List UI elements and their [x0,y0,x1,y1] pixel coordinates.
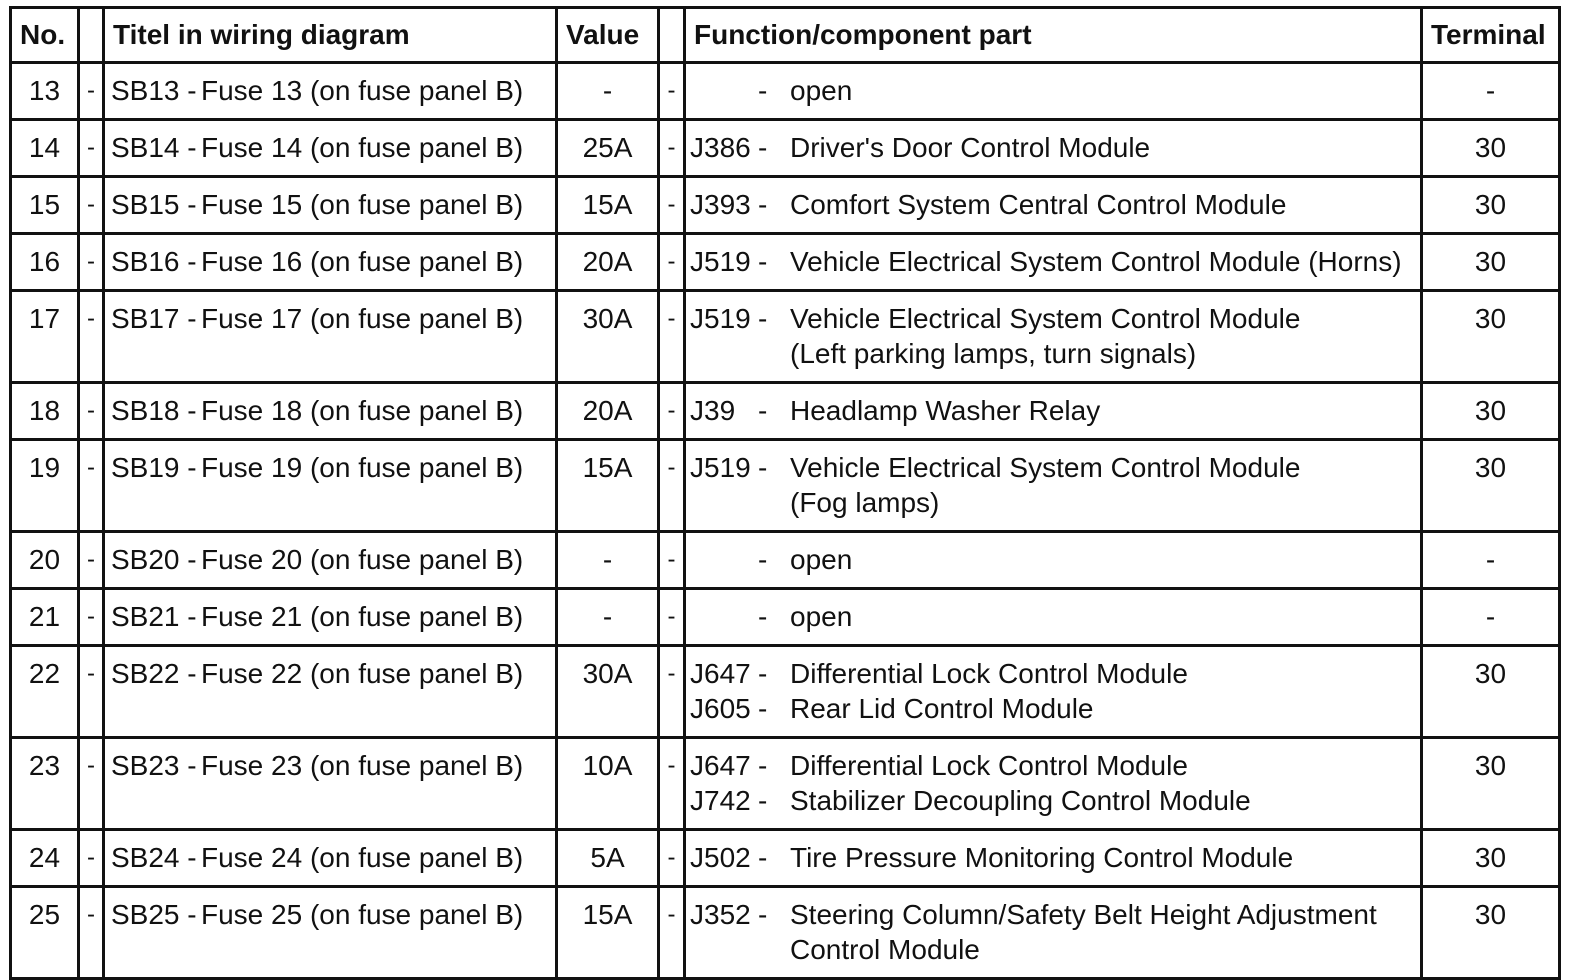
terminal: 30 [1422,177,1560,234]
fuse-title [104,291,557,383]
component-separator: - [758,842,768,873]
fuse-number: 15 [11,177,79,234]
fuse-title [104,532,557,589]
component-code: J519 [690,246,751,277]
fuse-number: 21 [11,589,79,646]
fuse-number: 20 [11,532,79,589]
separator-dash: - [79,120,104,177]
fuse-value: - [557,532,659,589]
fuse-description: Fuse 18 (on fuse panel B) [201,395,524,426]
header-no: No. [11,8,79,63]
table-row [11,589,1560,646]
table-row [11,532,1560,589]
fuse-value: 25A [557,120,659,177]
fuse-number: 22 [11,646,79,738]
separator-dash: - [659,234,685,291]
fuse-value: 20A [557,383,659,440]
component-name: (Left parking lamps, turn signals) [790,338,1197,369]
separator-dash: - [659,887,685,979]
function-line [690,486,1420,521]
function-line [690,394,1420,429]
terminal: 30 [1422,234,1560,291]
function-component [685,63,1422,120]
fuse-code: SB17 - [111,303,197,334]
fuse-code: SB25 - [111,899,197,930]
function-component [685,830,1422,887]
component-code: J647 [690,658,751,689]
component-code: J519 [690,452,751,483]
terminal: 30 [1422,646,1560,738]
separator-dash: - [659,830,685,887]
component-separator: - [758,395,768,426]
component-code: J39 [690,395,736,426]
component-name: Headlamp Washer Relay [790,395,1101,426]
terminal: 30 [1422,291,1560,383]
fuse-table [9,6,1561,980]
fuse-code: SB19 - [111,452,197,483]
separator-dash: - [79,830,104,887]
fuse-code: SB22 - [111,658,197,689]
fuse-value: 15A [557,887,659,979]
function-line [690,898,1420,933]
fuse-description: Fuse 23 (on fuse panel B) [201,750,524,781]
component-name: open [790,544,853,575]
component-separator: - [758,658,768,689]
function-line [690,841,1420,876]
component-name: Differential Lock Control Module [790,658,1188,689]
component-separator: - [758,544,768,575]
separator-dash: - [79,440,104,532]
fuse-description: Fuse 21 (on fuse panel B) [201,601,524,632]
separator-dash: - [659,738,685,830]
function-component [685,177,1422,234]
table-row [11,830,1560,887]
separator-dash: - [79,532,104,589]
separator-dash: - [659,532,685,589]
separator-dash: - [79,234,104,291]
component-separator: - [758,189,768,220]
fuse-description: Fuse 13 (on fuse panel B) [201,75,524,106]
fuse-number: 23 [11,738,79,830]
fuse-number: 14 [11,120,79,177]
table-row [11,646,1560,738]
function-line [690,302,1420,337]
terminal: - [1422,532,1560,589]
fuse-title [104,383,557,440]
function-line [690,784,1420,819]
table-row [11,440,1560,532]
header-terminal: Terminal [1422,8,1560,63]
function-line [690,933,1420,968]
table-row [11,234,1560,291]
component-separator: - [758,785,768,816]
header-function: Function/component part [685,8,1422,63]
fuse-title [104,440,557,532]
component-code: J502 [690,842,751,873]
header-spacer-2 [659,8,685,63]
separator-dash: - [79,589,104,646]
component-name: Rear Lid Control Module [790,693,1094,724]
separator-dash: - [79,177,104,234]
fuse-number: 24 [11,830,79,887]
separator-dash: - [659,120,685,177]
table-row [11,120,1560,177]
fuse-number: 17 [11,291,79,383]
function-line [690,543,1420,578]
header-title: Titel in wiring diagram [104,8,557,63]
component-separator: - [758,75,768,106]
component-separator: - [758,899,768,930]
fuse-title [104,63,557,120]
component-separator: - [758,303,768,334]
function-line [690,188,1420,223]
function-component [685,532,1422,589]
terminal: - [1422,63,1560,120]
fuse-code: SB23 - [111,750,197,781]
function-line [690,74,1420,109]
terminal: 30 [1422,383,1560,440]
fuse-number: 18 [11,383,79,440]
component-name: Comfort System Central Control Module [790,189,1287,220]
fuse-title [104,738,557,830]
terminal: 30 [1422,830,1560,887]
component-separator: - [758,693,768,724]
function-line [690,131,1420,166]
function-component [685,383,1422,440]
function-component [685,234,1422,291]
separator-dash: - [659,440,685,532]
fuse-description: Fuse 19 (on fuse panel B) [201,452,524,483]
fuse-description: Fuse 24 (on fuse panel B) [201,842,524,873]
component-name: Steering Column/Safety Belt Height Adjustment [790,899,1377,930]
fuse-description: Fuse 16 (on fuse panel B) [201,246,524,277]
header-spacer-1 [79,8,104,63]
component-name: Control Module [790,934,980,965]
function-line [690,451,1420,486]
table-row [11,383,1560,440]
fuse-code: SB24 - [111,842,197,873]
table-row [11,63,1560,120]
component-code: J605 [690,693,751,724]
fuse-number: 25 [11,887,79,979]
component-name: Vehicle Electrical System Control Module [790,452,1301,483]
component-separator: - [758,750,768,781]
component-separator: - [758,132,768,163]
fuse-title [104,887,557,979]
fuse-value: 15A [557,177,659,234]
separator-dash: - [79,291,104,383]
fuse-value: 20A [557,234,659,291]
fuse-title [104,177,557,234]
component-name: Stabilizer Decoupling Control Module [790,785,1251,816]
fuse-title [104,120,557,177]
function-component [685,440,1422,532]
component-code: J647 [690,750,751,781]
terminal: 30 [1422,120,1560,177]
table-row [11,887,1560,979]
function-line [690,337,1420,372]
component-name: Driver's Door Control Module [790,132,1151,163]
fuse-value: 10A [557,738,659,830]
table-row [11,738,1560,830]
function-component [685,646,1422,738]
fuse-value: 30A [557,291,659,383]
fuse-code: SB18 - [111,395,197,426]
fuse-value: - [557,589,659,646]
fuse-description: Fuse 25 (on fuse panel B) [201,899,524,930]
fuse-code: SB16 - [111,246,197,277]
component-name: Tire Pressure Monitoring Control Module [790,842,1294,873]
terminal: 30 [1422,887,1560,979]
function-line [690,245,1420,280]
fuse-number: 13 [11,63,79,120]
separator-dash: - [79,887,104,979]
fuse-title [104,589,557,646]
separator-dash: - [79,646,104,738]
fuse-title [104,646,557,738]
table-row [11,177,1560,234]
fuse-description: Fuse 22 (on fuse panel B) [201,658,524,689]
fuse-code: SB21 - [111,601,197,632]
function-line [690,692,1420,727]
separator-dash: - [659,646,685,738]
component-name: (Fog lamps) [790,487,940,518]
function-component [685,120,1422,177]
separator-dash: - [79,383,104,440]
fuse-description: Fuse 14 (on fuse panel B) [201,132,524,163]
function-line [690,749,1420,784]
fuse-title [104,234,557,291]
component-code: J352 [690,899,751,930]
fuse-value: 5A [557,830,659,887]
fuse-value: 30A [557,646,659,738]
component-separator: - [758,601,768,632]
component-code: J519 [690,303,751,334]
terminal: - [1422,589,1560,646]
fuse-value: 15A [557,440,659,532]
fuse-description: Fuse 15 (on fuse panel B) [201,189,524,220]
component-separator: - [758,246,768,277]
function-component [685,589,1422,646]
separator-dash: - [659,589,685,646]
component-name: Vehicle Electrical System Control Module [790,303,1301,334]
fuse-code: SB15 - [111,189,197,220]
fuse-code: SB14 - [111,132,197,163]
fuse-description: Fuse 20 (on fuse panel B) [201,544,524,575]
function-component [685,887,1422,979]
fuse-table-body [11,63,1560,979]
fuse-code: SB20 - [111,544,197,575]
function-line [690,657,1420,692]
header-row [11,8,1560,63]
component-name: Vehicle Electrical System Control Module (Horns) [790,246,1402,277]
fuse-title [104,830,557,887]
separator-dash: - [659,63,685,120]
fuse-number: 16 [11,234,79,291]
component-separator: - [758,452,768,483]
header-value: Value [557,8,659,63]
component-code: J742 [690,785,751,816]
component-code: J386 [690,132,751,163]
terminal: 30 [1422,738,1560,830]
component-name: Differential Lock Control Module [790,750,1188,781]
function-line [690,600,1420,635]
component-code: J393 [690,189,751,220]
separator-dash: - [659,291,685,383]
component-name: open [790,75,853,106]
component-name: open [790,601,853,632]
separator-dash: - [659,177,685,234]
table-row [11,291,1560,383]
separator-dash: - [79,738,104,830]
fuse-number: 19 [11,440,79,532]
function-component [685,291,1422,383]
function-component [685,738,1422,830]
fuse-code: SB13 - [111,75,197,106]
fuse-value: - [557,63,659,120]
separator-dash: - [659,383,685,440]
separator-dash: - [79,63,104,120]
fuse-description: Fuse 17 (on fuse panel B) [201,303,524,334]
terminal: 30 [1422,440,1560,532]
